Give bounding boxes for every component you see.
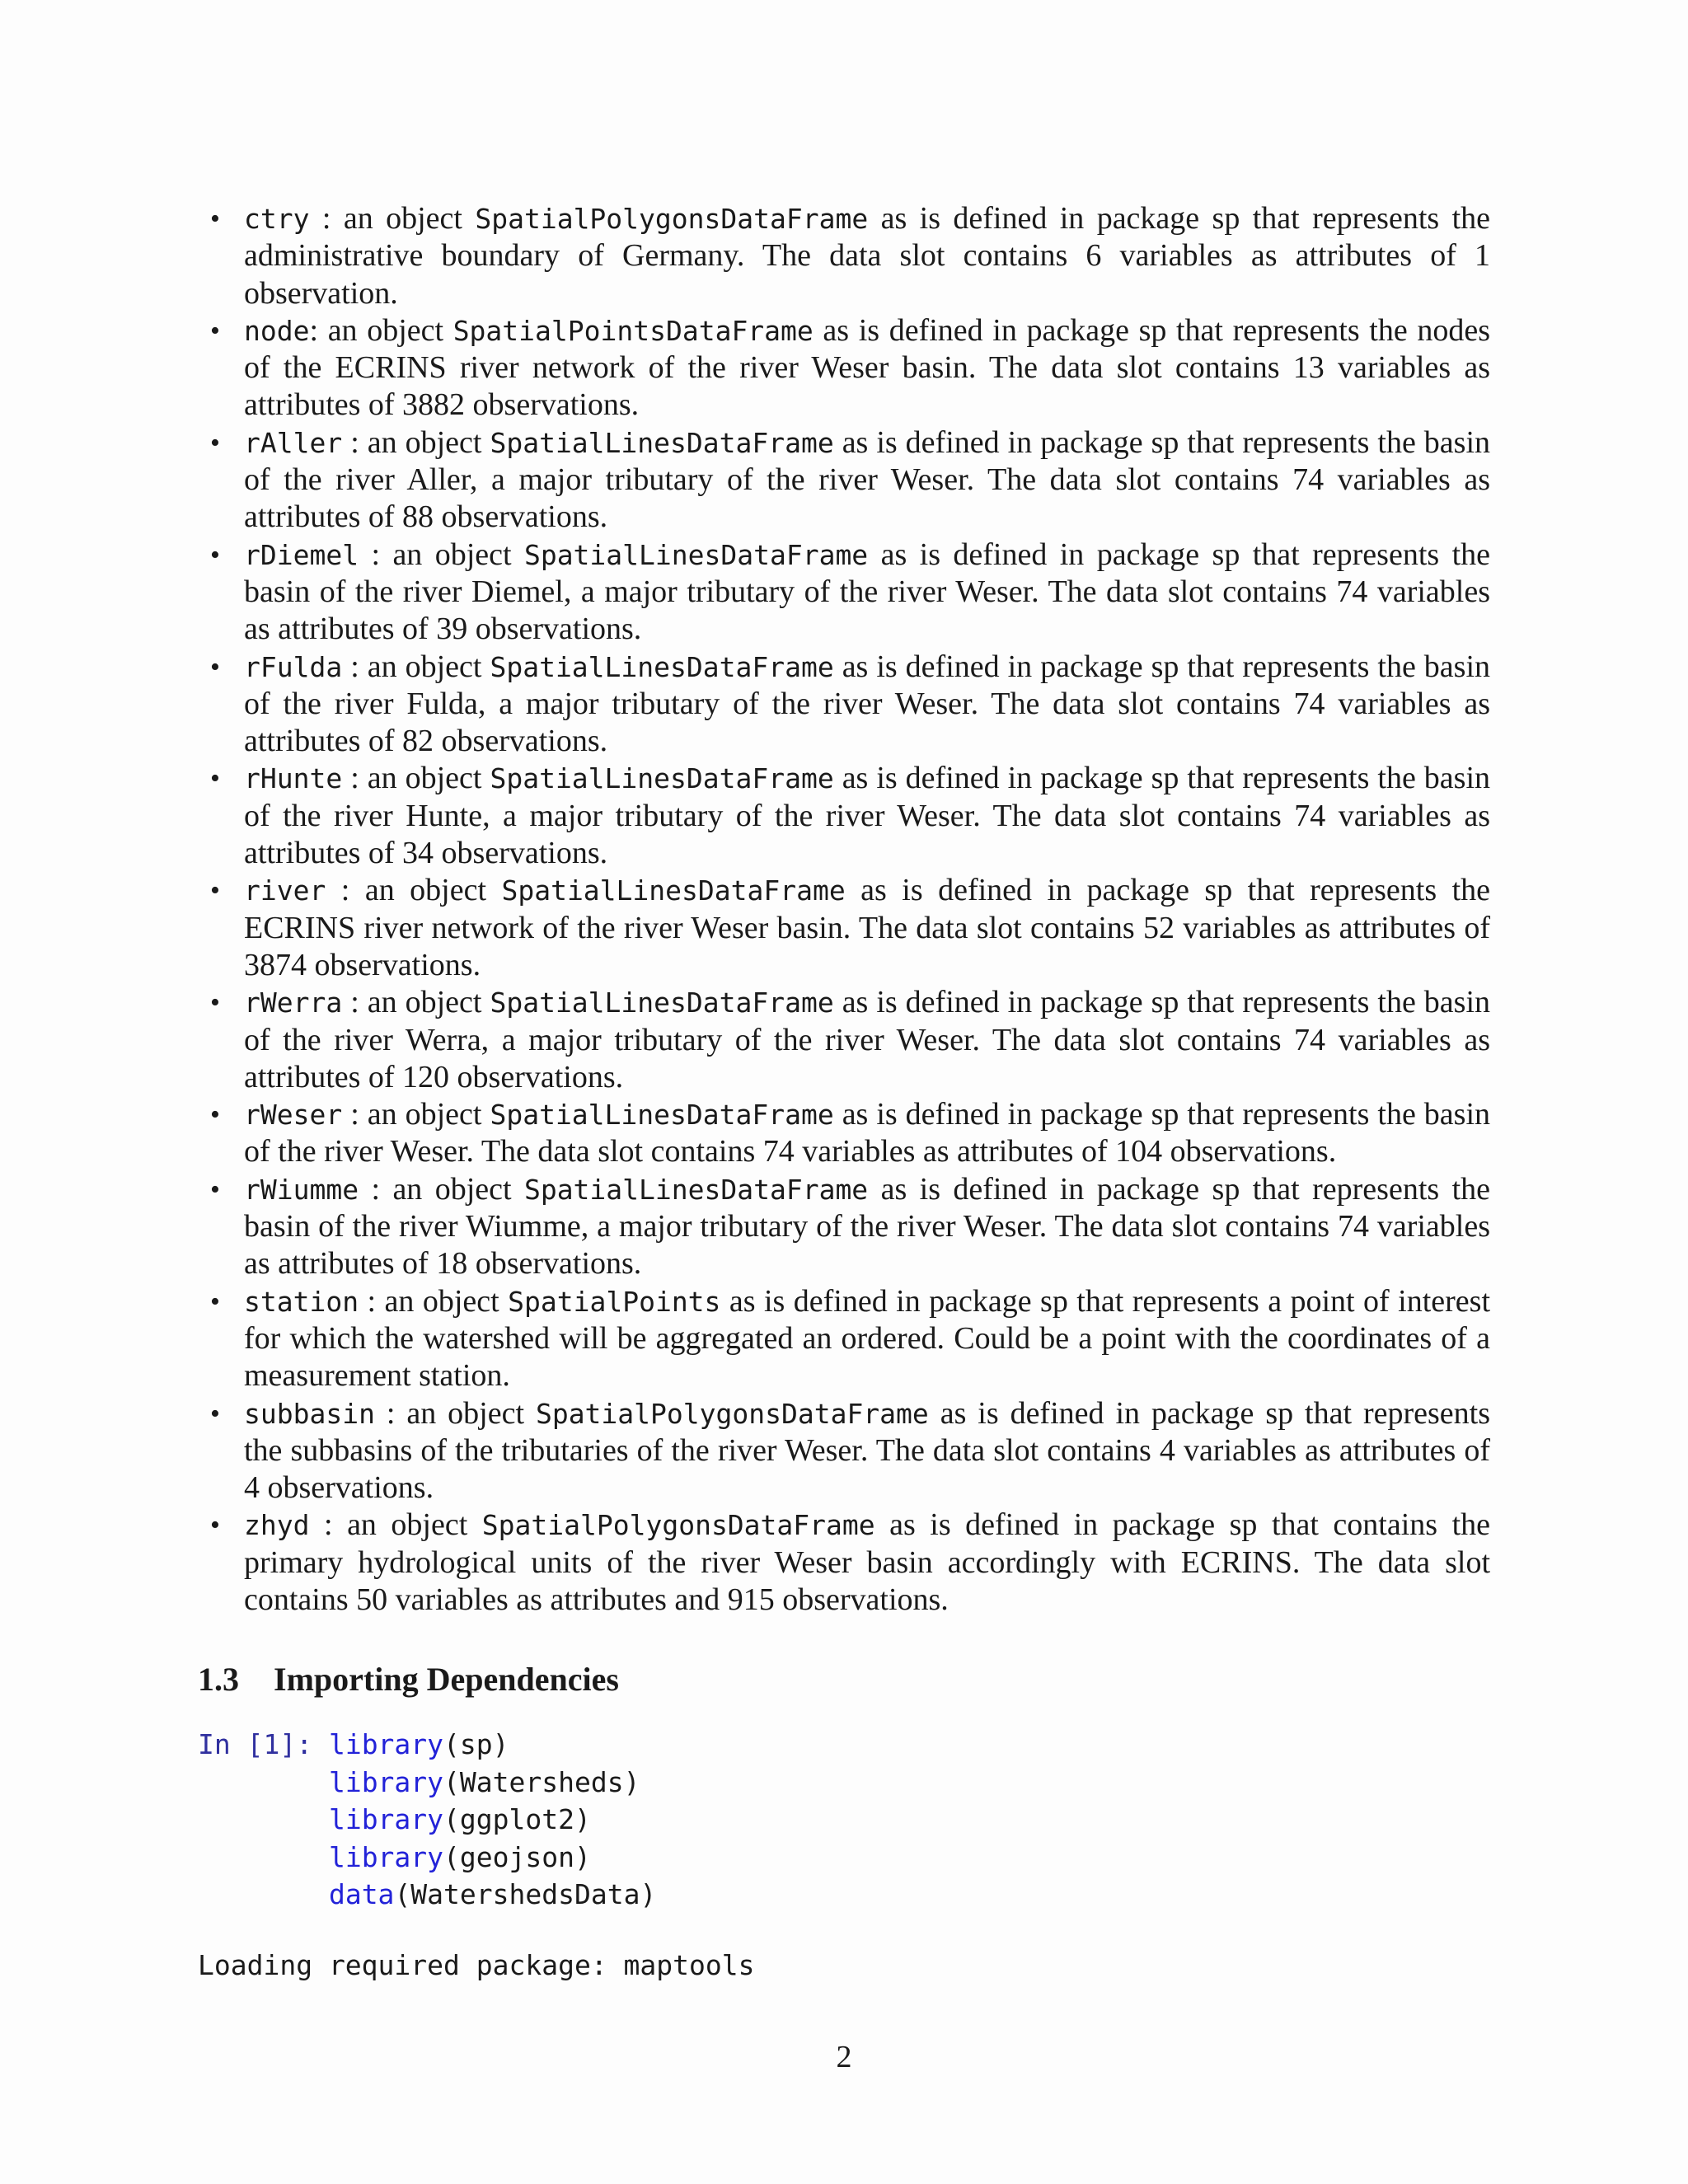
- list-item: • station : an object SpatialPoints as is defined in package sp that represents a point of interest for which the watershed will be aggregated an ordered. Could be a point with the coordinates of a measurement station.: [210, 1283, 1491, 1394]
- input-prompt: In [1]:: [198, 1728, 313, 1760]
- item-description: as is defined in package sp that represents the basin of the river Aller, a major tributary of the river Weser. The data slot contains 74 variables as attributes of 88 observations.: [244, 424, 1491, 535]
- list-item: • ctry : an object SpatialPolygonsDataFrame as is defined in package sp that represents the administrative boundary of Germany. The data slot contains 6 variables as attributes of 1 observation.: [210, 201, 1490, 311]
- bullet-icon: •: [210, 1099, 220, 1131]
- section-title: Importing Dependencies: [274, 1661, 619, 1698]
- object-name: subbasin: [244, 1397, 375, 1430]
- object-name: node: [244, 314, 310, 347]
- code-argument: (sp): [443, 1728, 509, 1760]
- object-name: river: [244, 874, 326, 907]
- bullet-icon: •: [210, 1286, 220, 1317]
- bullet-icon: •: [210, 1510, 220, 1541]
- object-name: rAller: [244, 426, 343, 459]
- object-name: zhyd: [244, 1509, 310, 1542]
- bullet-icon: •: [210, 651, 220, 682]
- object-name: station: [244, 1285, 359, 1318]
- code-argument: (WatershedsData): [394, 1878, 657, 1910]
- item-description: as is defined in package sp that represents the basin of the river Diemel, a major tributary of the river Weser. The data slot contains 74 variables as attributes of 39 observations.: [244, 537, 1490, 647]
- code-argument: (Watersheds): [443, 1765, 640, 1798]
- class-name: SpatialLinesDataFrame: [523, 1173, 869, 1206]
- item-description: as is defined in package sp that represents a point of interest for which the watershed will be aggregated an ordered. Could be a point with the coordinates of a measurement station.: [244, 1283, 1491, 1394]
- bullet-icon: •: [210, 875, 220, 907]
- item-description: as is defined in package sp that represents the ECRINS river network of the river Weser basin. The data slot contains 52 variables as attributes of 3874 observations.: [244, 873, 1491, 982]
- object-name: rWiumme: [244, 1173, 359, 1206]
- class-name: SpatialPointsDataFrame: [452, 314, 814, 347]
- code-argument: (ggplot2): [443, 1803, 591, 1835]
- bullet-icon: •: [210, 763, 220, 794]
- page-number: 2: [836, 2040, 852, 2074]
- item-description: as is defined in package sp that represents the administrative boundary of Germany. The data slot contains 6 variables as attributes of 1 observation.: [244, 201, 1490, 311]
- item-description: as is defined in package sp that represents the basin of the river Fulda, a major tributary of the river Weser. The data slot contains 74 variables as attributes of 82 observations.: [244, 649, 1491, 759]
- code-function: data: [328, 1878, 395, 1910]
- list-item: • river : an object SpatialLinesDataFrame as is defined in package sp that represents the ECRINS river network of the river Weser basin. The data slot contains 52 variables as attributes of 3874 observations.: [210, 873, 1491, 982]
- bullet-icon: •: [210, 204, 220, 234]
- object-name: rHunte: [244, 762, 343, 795]
- object-name: rWeser: [244, 1099, 343, 1132]
- item-description: as is defined in package sp that contains the primary hydrological units of the river Weser basin accordingly with ECRINS. The data slot contains 50 variables as attributes and 915 observations.: [244, 1507, 1490, 1617]
- item-description: as is defined in package sp that represents the basin of the river Wiumme, a major tributary of the river Weser. The data slot contains 74 variables as attributes of 18 observations.: [244, 1171, 1490, 1282]
- list-item: • rWiumme : an object SpatialLinesDataFrame as is defined in package sp that represents the basin of the river Wiumme, a major tributary of the river Weser. The data slot contains 74 variables as attributes of 18 observations.: [210, 1171, 1490, 1282]
- bullet-icon: •: [210, 1174, 220, 1205]
- list-item: • zhyd : an object SpatialPolygonsDataFrame as is defined in package sp that contains the primary hydrological units of the river Weser basin accordingly with ECRINS. The data slot contains 50 variables as attributes and 915 observations.: [210, 1507, 1490, 1617]
- class-name: SpatialLinesDataFrame: [523, 538, 869, 571]
- class-name: SpatialPolygonsDataFrame: [475, 203, 869, 235]
- object-name: rWerra: [244, 987, 343, 1019]
- list-item: • rWeser : an object SpatialLinesDataFrame as is defined in package sp that represents the basin of the river Weser. The data slot contains 74 variables as attributes of 104 observations.: [210, 1097, 1491, 1169]
- item-description: as is defined in package sp that represents the basin of the river Hunte, a major tributary of the river Weser. The data slot contains 74 variables as attributes of 34 observations.: [244, 761, 1491, 871]
- list-item: • rAller : an object SpatialLinesDataFrame as is defined in package sp that represents the basin of the river Aller, a major tributary of the river Weser. The data slot contains 74 variables as attributes of 88 observations.: [210, 424, 1491, 535]
- class-name: SpatialPoints: [508, 1285, 721, 1318]
- bullet-icon: •: [210, 427, 220, 458]
- class-name: SpatialLinesDataFrame: [490, 650, 834, 683]
- dataset-object-list: [210, 200, 1491, 1619]
- item-description: as is defined in package sp that represents the subbasins of the tributaries of the river Weser. The data slot contains 4 variables as attributes of 4 observations.: [244, 1395, 1490, 1506]
- item-description: as is defined in package sp that represents the basin of the river Weser. The data slot contains 74 variables as attributes of 104 observations.: [244, 1097, 1491, 1169]
- class-name: SpatialLinesDataFrame: [490, 1099, 834, 1132]
- object-name: ctry: [244, 203, 310, 235]
- code-function: library: [328, 1765, 444, 1798]
- class-name: SpatialLinesDataFrame: [501, 874, 846, 907]
- class-name: SpatialLinesDataFrame: [490, 987, 834, 1019]
- class-name: SpatialLinesDataFrame: [490, 426, 834, 459]
- item-description: as is defined in package sp that represents the nodes of the ECRINS river network of the river Weser basin. The data slot contains 13 variables as attributes of 3882 observations.: [244, 312, 1491, 423]
- class-name: SpatialPolygonsDataFrame: [535, 1397, 929, 1430]
- object-name: rFulda: [244, 650, 343, 683]
- list-item: • node: an object SpatialPointsDataFrame as is defined in package sp that represents the nodes of the ECRINS river network of the river Weser basin. The data slot contains 13 variables as attributes of 3882 observations.: [210, 312, 1491, 423]
- section-number: 1.3: [198, 1661, 239, 1698]
- code-function: library: [328, 1803, 444, 1835]
- code-function: library: [328, 1728, 444, 1760]
- list-item: • subbasin : an object SpatialPolygonsDataFrame as is defined in package sp that represents the subbasins of the tributaries of the river Weser. The data slot contains 4 variables as attributes of 4 observations.: [210, 1395, 1490, 1506]
- bullet-icon: •: [210, 1398, 220, 1429]
- class-name: SpatialPolygonsDataFrame: [481, 1509, 875, 1542]
- item-description: as is defined in package sp that represents the basin of the river Werra, a major tributary of the river Weser. The data slot contains 74 variables as attributes of 120 observations.: [244, 985, 1491, 1094]
- code-cell: [198, 1726, 656, 1914]
- cell-output: Loading required package: maptools: [198, 1949, 755, 1981]
- class-name: SpatialLinesDataFrame: [490, 762, 834, 795]
- object-name: rDiemel: [244, 538, 359, 571]
- code-argument: (geojson): [443, 1840, 591, 1873]
- bullet-icon: •: [210, 539, 220, 570]
- list-item: • rWerra : an object SpatialLinesDataFrame as is defined in package sp that represents the basin of the river Werra, a major tributary of the river Weser. The data slot contains 74 variables as attributes of 120 observations.: [210, 985, 1491, 1094]
- list-item: • rDiemel : an object SpatialLinesDataFrame as is defined in package sp that represents the basin of the river Diemel, a major tributary of the river Weser. The data slot contains 74 variables as attributes of 39 observations.: [210, 537, 1490, 647]
- bullet-icon: •: [210, 315, 220, 346]
- list-item: • rFulda : an object SpatialLinesDataFrame as is defined in package sp that represents the basin of the river Fulda, a major tributary of the river Weser. The data slot contains 74 variables as attributes of 82 observations.: [210, 649, 1491, 759]
- section-heading: [198, 1660, 619, 1699]
- code-function: library: [328, 1840, 444, 1873]
- list-item: • rHunte : an object SpatialLinesDataFrame as is defined in package sp that represents the basin of the river Hunte, a major tributary of the river Weser. The data slot contains 74 variables as attributes of 34 observations.: [210, 761, 1491, 871]
- bullet-icon: •: [210, 987, 220, 1019]
